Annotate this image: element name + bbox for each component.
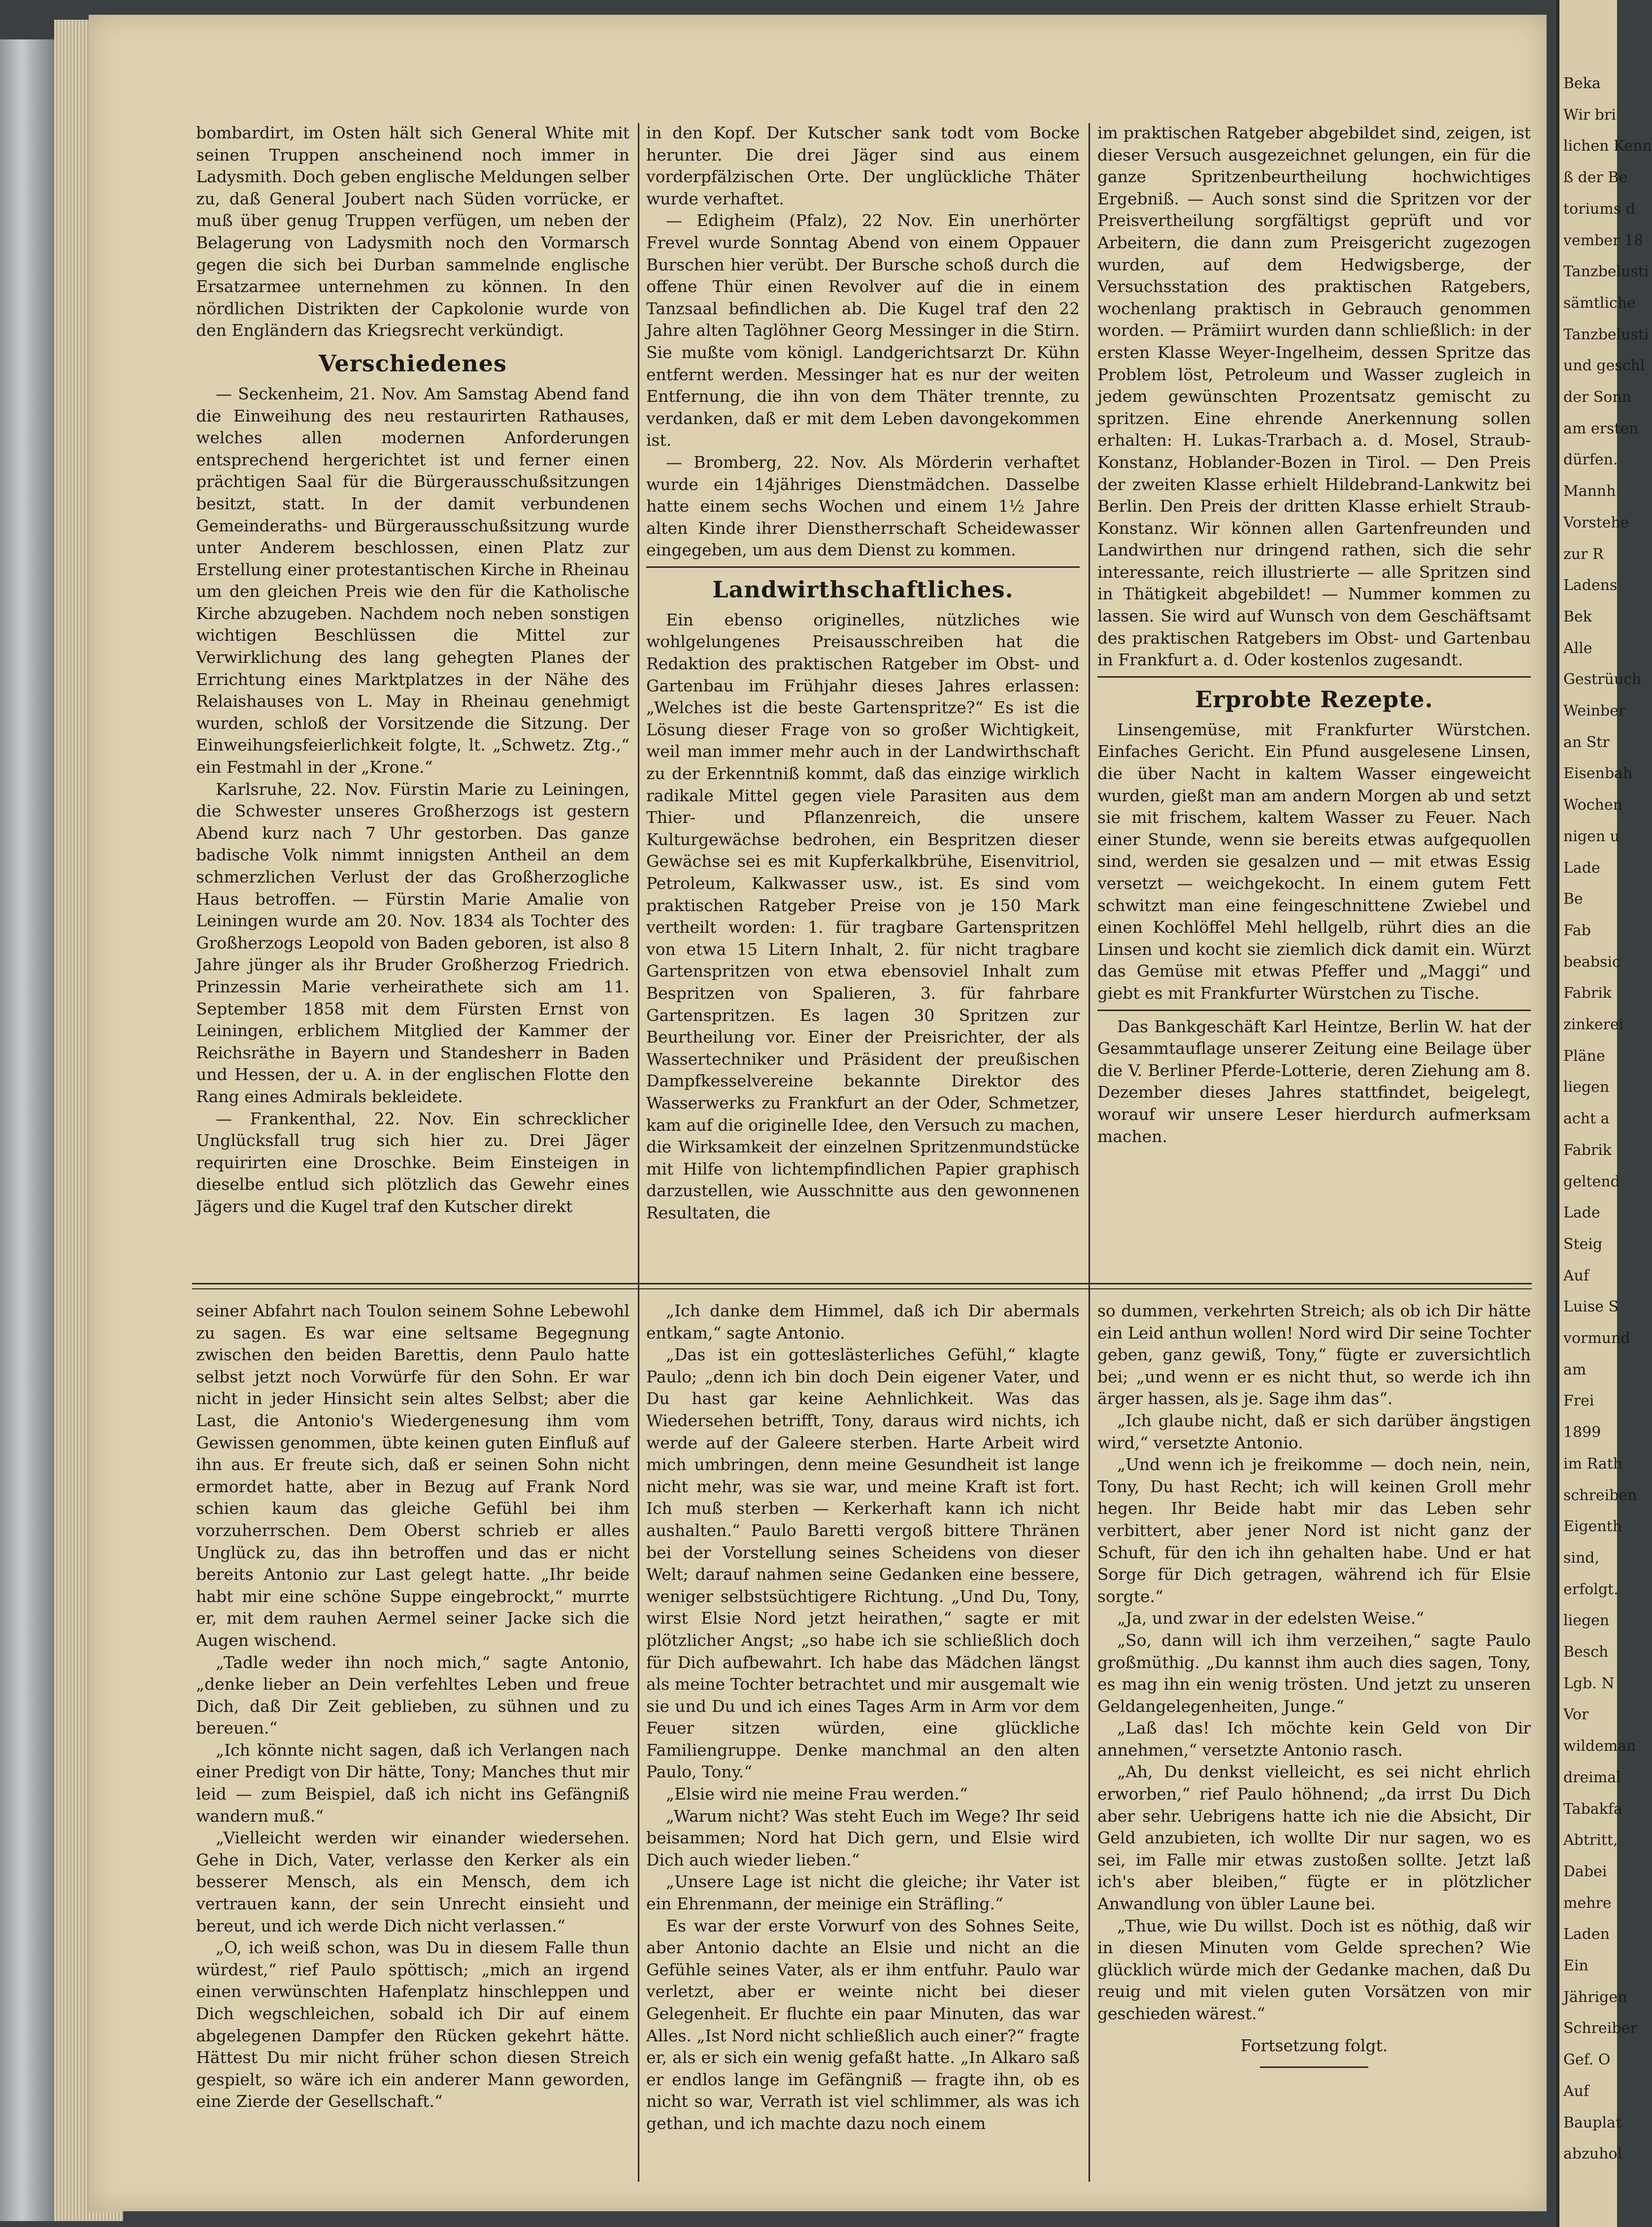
adjacent-page-fragment: Tanzbelusti — [1563, 326, 1649, 343]
novel-paragraph: „Das ist ein gotteslästerliches Gefühl,“ klagte Paulo; „denn ich bin doch Dein eigener Vater, und Du hast gar keine Aehnlichkeit. Was das Wiedersehen betrifft, Tony, daraus wird nichts, ich werde auf der Galeere sterben. Harte Arbeit wird mich umbringen, denn meine Gesundheit ist lange nicht mehr, was sie war, und meine Kraft ist fort. Ich muß sterben — Kerkerhaft kann ich nicht aushalten.“ Paulo Baretti vergoß bittere Thränen bei der Vorstellung seines Scheidens von dieser Welt; darauf nahmen seine Gedanken eine bessere, weniger selbstsüchtigere Richtung. „Und Du, Tony, wirst Elsie Nord jetzt heirathen,“ sagte er mit plötzlicher Angst; „so habe ich sie schließlich doch für Dich aufbewahrt. Ich habe das Mädchen längst als meine Tochter betrachtet und mir ausgemalt wie sie und Du und ich eines Tages Arm in Arm vor dem Feuer sitzen würden, eine glückliche Familiengruppe. Denke manchmal an den alten Paulo, Tony.“ — [646, 1345, 1080, 1782]
adjacent-page-fragment: der Sonn — [1563, 389, 1632, 406]
adjacent-page-fragment: beabsic — [1563, 953, 1620, 971]
adjacent-page-fragment: Bauplat — [1563, 2114, 1621, 2131]
adjacent-page-fragment: liegen — [1563, 1612, 1610, 1630]
adjacent-page-fragment: mehre — [1563, 1894, 1612, 1912]
adjacent-page-fragment: Abtritt, — [1563, 1832, 1618, 1849]
adjacent-page-fragment: Eisenbah — [1563, 765, 1633, 783]
column-rule — [1089, 1295, 1090, 2182]
newspaper-page — [89, 15, 1547, 2211]
adjacent-page-fragment: Beka — [1563, 75, 1601, 92]
novel-paragraph: „Ja, und zwar in der edelsten Weise.“ — [1117, 1608, 1424, 1628]
novel-paragraph: „Elsie wird nie meine Frau werden.“ — [666, 1784, 968, 1804]
adjacent-page-fragment: Steig — [1563, 1235, 1603, 1253]
adjacent-page-fragment: Besch — [1563, 1643, 1609, 1661]
section-heading-landwirthschaftliches: Landwirthschaftliches. — [712, 576, 1014, 603]
adjacent-page-fragment: vember 18 — [1563, 231, 1644, 249]
column-rule — [638, 123, 639, 1300]
lower-column-1 — [196, 1300, 629, 2113]
upper-column-1 — [196, 122, 629, 1218]
upper-column-3 — [1097, 122, 1531, 1147]
novel-paragraph: so dummen, verkehrten Streich; als ob ich Dir hätte ein Leid anthun wollen! Nord wird Dir seine Tochter geben, ganz gewiß, Tony,“ fügte er zuversichtlich bei; „und wenn er es nicht thut, so werde ich ihn ärger hassen, als je. Sage ihm das“. — [1097, 1301, 1531, 1408]
adjacent-page-fragment: 1899 — [1563, 1424, 1601, 1441]
adjacent-page-fragment: am ersten — [1563, 420, 1639, 437]
novel-paragraph: seiner Abfahrt nach Toulon seinem Sohne Lebewohl zu sagen. Es war eine seltsame Begegnung zwischen den beiden Barettis, denn Paulo hatte selbst jetzt noch Vorwürfe für den Sohn. Er war nicht in jeder Hinsicht sein altes Selbst; aber die Last, die Antonio's Wiedergenesung ihm vom Gewissen genommen, übte keinen guten Einfluß auf ihn aus. Er freute sich, daß er seinen Sohn nicht ermordet hatte, aber in Bezug auf Frank Nord schien kaum das gleiche Gefühl bei ihm vorzuherrschen. Dem Oberst schrieb er alles Unglück zu, das ihn betroffen und das er nicht bereits Antonio zur Last gelegt hatte. „Ihr beide habt mir eine schöne Suppe eingebrockt,“ murrte er, mit dem rauhen Aermel seiner Jacke sich die Augen wischend. — [196, 1301, 629, 1650]
adjacent-page-fragment: Tanzbelusti — [1563, 263, 1649, 281]
adjacent-page-fragment: nigen u — [1563, 827, 1620, 845]
adjacent-page-fragment: Ein — [1563, 1957, 1588, 1975]
novel-paragraph: „Vielleicht werden wir einander wiedersehen. Gehe in Dich, Vater, verlasse den Kerker als ein besserer Mensch, als ein Mensch, dem ich vertrauen kann, der sein Unrecht einsieht und bereut, und ich werde Dich nicht verlassen.“ — [196, 1828, 629, 1935]
adjacent-page-fragment: am — [1563, 1361, 1586, 1378]
adjacent-page-fragment: vormund — [1563, 1330, 1630, 1347]
novel-paragraph: „Unsere Lage ist nicht die gleiche; ihr Vater ist ein Ehrenmann, der meinige ein Sträfling.“ — [646, 1872, 1080, 1914]
adjacent-page-fragment: Lade — [1563, 1204, 1600, 1222]
article-bromberg: — Bromberg, 22. Nov. Als Mörderin verhaftet wurde ein 14jähriges Dienstmädchen. Dasselbe hatte einem sechs Wochen und einem 1½ Jahre alten Kinde ihrer Dienstherrschaft Scheidewasser eingegeben, um aus dem Dienst zu kommen. — [646, 452, 1080, 560]
adjacent-page-fragment: toriums d — [1563, 200, 1635, 218]
recipe-linsengemuese: Linsengemüse, mit Frankfurter Würstchen. Einfaches Gericht. Ein Pfund ausgelesene Linsen, die über Nacht in kaltem Wasser eingeweicht wurden, gießt man am andern Morgen ab und setzt sie mit frischem, kaltem Wasser zu Feuer. Nach einer Stunde, wenn sie bereits etwas aufgequollen sind, werden sie gesalzen und — mit etwas Essig versetzt — weichgekocht. In einem gutem Fett schwitzt man eine feingeschnittene Zwiebel und einen Kochlöffel Mehl hellgelb, rührt dies an die Linsen und kocht sie ziemlich dick damit ein. Würzt das Gemüse mit etwas Pfeffer und „Maggi“ und giebt es mit Frankfurter Würstchen zu Tische. — [1097, 720, 1531, 1003]
adjacent-page-fragment: Gef. O — [1563, 2051, 1611, 2069]
book-binding — [0, 39, 54, 2221]
adjacent-page-fragment: Bek — [1563, 608, 1592, 625]
adjacent-page-fragment: Lade — [1563, 859, 1600, 877]
adjacent-page-fragment: Fabrik — [1563, 984, 1612, 1002]
upper-column-2 — [646, 122, 1080, 1224]
section-divider — [1097, 676, 1531, 678]
adjacent-page-fragment: Alle — [1563, 639, 1592, 657]
adjacent-page-fragment: Schreiber — [1563, 2020, 1637, 2037]
article-karlsruhe: Karlsruhe, 22. Nov. Fürstin Marie zu Leiningen, die Schwester unseres Großherzogs ist gestern Abend kurz nach 7 Uhr gestorben. Das ganze badische Volk nimmt innigsten Antheil an dem schmerzlichen Verlust der das Großherzogliche Haus betroffen. — Fürstin Marie Amalie von Leiningen wurde am 20. Nov. 1834 als Tochter des Großherzogs Leopold von Baden geboren, ist also 8 Jahre jünger als ihr Bruder Großherzog Friedrich. Prinzessin Marie verheirathete sich am 11. September 1858 mit dem Fürsten Ernst von Leiningen, erblichem Mitglied der Kammer der Reichsräthe in Bayern und Standesherr in Baden und Hessen, der u. A. in der englischen Flotte den Rang eines Admirals bekleidete. — [196, 779, 629, 1106]
adjacent-page-fragment: Be — [1563, 890, 1583, 908]
adjacent-page-fragment: geltend — [1563, 1173, 1620, 1190]
section-heading-verschiedenes: Verschiedenes — [318, 350, 507, 377]
novel-paragraph: „Ich könnte nicht sagen, daß ich Verlangen nach einer Predigt von Dir hätte, Tony; Manches thut mir leid — zum Beispiel, daß ich nicht ins Gefängniß wandern muß.“ — [196, 1740, 629, 1826]
section-heading-rezepte: Erprobte Rezepte. — [1195, 686, 1433, 713]
column-rule — [638, 1295, 639, 2182]
novel-paragraph: „O, ich weiß schon, was Du in diesem Falle thun würdest,“ rief Paulo spöttisch; „mich an irgend einen verwünschten Hafenplatz hinschleppen und Dich wegschleichen, sobald ich Dir auf einem abgelegenen Dampfer den Rücken gekehrt hätte. Hättest Du mir nicht früher schon diesen Streich gespielt, so wäre ich ein anderer Mann geworden, eine Zierde der Gesellschaft.“ — [196, 1938, 629, 2111]
adjacent-page-fragment: acht a — [1563, 1110, 1610, 1128]
adjacent-page-fragment: und geschl — [1563, 357, 1645, 375]
novel-paragraph: „So, dann will ich ihm verzeihen,“ sagte Paulo großmüthig. „Du kannst ihm auch dies sagen, Tony, es mag ihn ein wenig trösten. Und jetzt zu unseren Geldangelegenheiten, Junge.“ — [1097, 1630, 1531, 1716]
novel-paragraph: „Thue, wie Du willst. Doch ist es nöthig, daß wir in diesen Minuten vom Gelde sprechen? Wie glücklich würde mich der Gedanke machen, daß Du reuig und mit vielen guten Vorsätzen von mir geschieden wärest.“ — [1097, 1916, 1531, 2023]
adjacent-page-fragment: Vorstehe — [1563, 514, 1629, 531]
article-frankenthal: — Frankenthal, 22. Nov. Ein schrecklicher Unglücksfall trug sich hier zu. Drei Jäger requirirten eine Droschke. Beim Einsteigen in dieselbe entlud sich plötzlich das Gewehr eines Jägers und die Kugel traf den Kutscher direkt — [196, 1109, 629, 1216]
adjacent-page-fragment: liegen — [1563, 1079, 1610, 1096]
novel-paragraph: „Laß das! Ich möchte kein Geld von Dir annehmen,“ versetzte Antonio rasch. — [1097, 1718, 1531, 1760]
novel-paragraph: „Ich glaube nicht, daß er sich darüber ängstigen wird,“ versetzte Antonio. — [1097, 1410, 1531, 1452]
novel-paragraph: „Warum nicht? Was steht Euch im Wege? Ihr seid beisammen; Nord hat Dich gern, und Elsie wird Dich auch wieder lieben.“ — [646, 1806, 1080, 1869]
column-rule — [1089, 123, 1090, 1300]
feuilleton-separator — [192, 1283, 1532, 1289]
adjacent-page-fragment: sind, — [1563, 1549, 1600, 1567]
lower-column-2 — [646, 1300, 1080, 2135]
notice-bankgeschaeft: Das Bankgeschäft Karl Heintze, Berlin W. hat der Gesammtauflage unserer Zeitung eine Beilage über die V. Berliner Pferde-Lotterie, deren Ziehung am 8. Dezember dieses Jahres stattfindet, beigelegt, worauf wir unsere Leser hierdurch aufmerksam machen. — [1097, 1016, 1531, 1146]
adjacent-page-fragment: dürfen. — [1563, 451, 1618, 469]
section-divider — [1097, 1010, 1531, 1011]
adjacent-page-fragment: Eigenth — [1563, 1518, 1622, 1536]
adjacent-page-fragment: wildeman — [1563, 1737, 1636, 1755]
adjacent-page-fragment: Tabakfa — [1563, 1800, 1622, 1818]
adjacent-page-fragment: schreiben — [1563, 1486, 1637, 1504]
adjacent-page-fragment: sämtliche — [1563, 294, 1636, 312]
adjacent-page-fragment: Laden — [1563, 1926, 1610, 1943]
article-gartenspritze-cont: im praktischen Ratgeber abgebildet sind, zeigen, ist dieser Versuch ausgezeichnet gelungen, ein für die ganze Spritzenbeurtheilung hochwichtiges Ergebniß. — Auch sonst sind die Spritzen vor der Preisvertheilung sorgfältigst geprüft und vor Arbeitern, die dann zum Preisgericht zugezogen wurden, auf dem Hedwigsberge, der Versuchsstation des praktischen Ratgebers, wochenlang praktisch in Gebrauch genommen worden. — Prämiirt wurden dann schließlich: in der ersten Klasse Weyer-Ingelheim, dessen Spritze das Problem löst, Petroleum und Wasser zugleich in jedem gewünschten Prozentsatz gemischt zu spritzen. Eine ehrende Anerkennung sollen erhalten: H. Lukas-Trarbach a. d. Mosel, Straub-Konstanz, Hoblander-Bozen in Tirol. — Den Preis der zweiten Klasse erhielt Hildebrand-Lankwitz bei Berlin. Den Preis der dritten Klasse erhielt Straub-Konstanz. Wir können allen Gartenfreunden und Landwirthen nur dringend rathen, sich die sehr interessante, reich illustrierte — alle Spritzen sind in Thätigkeit abgebildet! — Nummer kommen zu lassen. Sie wird auf Wunsch von dem Geschäftsamt des praktischen Ratgebers im Obst- und Gartenbau in Frankfurt a. d. Oder kostenlos zugesandt. — [1097, 123, 1531, 670]
article-edigheim: — Edigheim (Pfalz), 22 Nov. Ein unerhörter Frevel wurde Sonntag Abend von einem Oppauer Burschen hier verübt. Der Bursche schoß durch die offene Thür einen Revolver auf die in einem Tanzsaal befindlichen ab. Die Kugel traf den 22 Jahre alten Taglöhner Georg Messinger in die Stirn. Sie mußte vom königl. Landgerichtsarzt Dr. Kühn entfernt werden. Messinger hat es nur der weiten Entfernung, die ihn von dem Thäter trennte, zu verdanken, daß er mit dem Leben davongekommen ist. — [646, 211, 1080, 450]
article-frankenthal-cont: in den Kopf. Der Kutscher sank todt vom Bocke herunter. Die drei Jäger sind aus einem vorderpfälzischen Orte. Der unglückliche Thäter wurde verhaftet. — [646, 123, 1080, 208]
war-report-end: bombardirt, im Osten hält sich General White mit seinen Truppen anscheinend noch immer in Ladysmith. Doch geben englische Meldungen selber zu, daß General Joubert nach Süden vorrücke, er muß über genug Truppen verfügen, um neben der Belagerung von Ladysmith noch den Vormarsch gegen die sich bei Durban sammelnde englische Ersatzarmee unternehmen zu können. In den nördlichen Distrikten der Capkolonie wurde von den Engländern das Kriegsrecht verkündigt. — [196, 123, 629, 340]
adjacent-page-fragment: Ladens — [1563, 577, 1618, 594]
adjacent-page-fragment: zinkerei — [1563, 1016, 1624, 1034]
novel-paragraph: „Ah, Du denkst vielleicht, es sei nicht ehrlich erworben,“ rief Paulo höhnend; „da irrst Du Dich aber sehr. Uebrigens hatte ich nie die Absicht, Dir Geld anzubieten, ich wollte Dir nur sagen, wo es sei, im Falle mir etwas zustoßen sollte. Jetzt laß ich's aber bleiben,“ fügte er in plötzlicher Anwandlung von übler Laune bei. — [1097, 1762, 1531, 1914]
adjacent-page-fragment: im Rath — [1563, 1455, 1623, 1473]
novel-paragraph: „Tadle weder ihn noch mich,“ sagte Antonio, „denke lieber an Dein verfehltes Leben und freue Dich, daß Dir Zeit geblieben, zu sühnen und zu bereuen.“ — [196, 1652, 629, 1738]
adjacent-page-fragment: Wochen — [1563, 796, 1623, 814]
adjacent-page-fragment: an Str — [1563, 733, 1610, 751]
article-seckenheim: — Seckenheim, 21. Nov. Am Samstag Abend fand die Einweihung des neu restaurirten Rathauses, welches allen modernen Anforderungen entsprechend hergerichtet ist und ferner einen prächtigen Saal für die Bürgerausschußsitzungen besitzt, statt. In der damit verbundenen Gemeinderaths- und Bürgerausschußsitzung wurde unter Anderem beschlossen, einen Platz zur Erstellung einer protestantischen Kirche in Rheinau um den gleichen Preis wie den für die Katholische Kirche abzugeben. Nachdem noch neben sonstigen wichtigen Beschlüssen die Mittel zur Verwirklichung des lang gehegten Planes der Errichtung eines Marktplatzes in der Nähe des Relaishauses von L. May in Rheinau genehmigt wurden, schloß der Vorsitzende die Sitzung. Der Einweihungsfeierlichkeit folgte, lt. „Schwetz. Ztg.,“ ein Festmahl in der „Krone.“ — [196, 384, 629, 777]
adjacent-page-fragment: Lgb. N — [1563, 1674, 1615, 1692]
adjacent-page-fragment: Fab — [1563, 921, 1591, 939]
adjacent-page-fragment: zur R — [1563, 545, 1604, 563]
adjacent-page-fragment: Wir bri — [1563, 106, 1616, 124]
section-divider — [646, 566, 1080, 568]
adjacent-page-fragment: lichen Kenn — [1563, 137, 1652, 155]
adjacent-page-fragment: Jährigen — [1563, 1988, 1627, 2006]
lower-column-3 — [1097, 1300, 1531, 2068]
adjacent-page-fragment: Luise S — [1563, 1298, 1619, 1316]
adjacent-page-edge — [1556, 0, 1652, 2227]
adjacent-page-fragment: Auf — [1563, 1267, 1589, 1284]
novel-paragraph: Es war der erste Vorwurf von des Sohnes Seite, aber Antonio dachte an Elsie und nicht an die Gefühle seines Vater, als er ihm entfuhr. Paulo war verletzt, aber er weinte nicht bei dieser Gelegenheit. Er fluchte ein paar Minuten, das war Alles. „Ist Nord nicht schließlich auch einer?“ fragte er, als er sich ein wenig gefaßt hatte. „In Alkaro saß er endlos lange im Gefängniß — fragte ihn, ob es nicht so war, Verrath ist viel schlimmer, als was ich gethan, und ich machte dazu noch einem — [646, 1916, 1080, 2133]
novel-paragraph: „Und wenn ich je freikomme — doch nein, nein, Tony, Du hast Recht; ich will keinen Groll mehr hegen. Ihr Beide habt mir das Leben sehr verbittert, aber jener Nord ist nicht ganz der Schuft, für den ich ihn gehalten habe. Und er hat Sorge für Dich getragen, während ich für Elsie sorgte.“ — [1097, 1455, 1531, 1606]
end-rule — [1260, 2066, 1368, 2068]
novel-paragraph: „Ich danke dem Himmel, daß ich Dir abermals entkam,“ sagte Antonio. — [646, 1301, 1080, 1343]
article-gartenspritze: Ein ebenso originelles, nützliches wie wohlgelungenes Preisausschreiben hat die Redaktion des praktischen Ratgeber im Obst- und Gartenbau im Frühjahr dieses Jahres erlassen: „Welches ist die beste Gartenspritze?“ Es ist die Lösung dieser Frage von so großer Wichtigkeit, weil man immer mehr auch in der Landwirthschaft zu der Erkenntniß kommt, daß das einzige wirklich radikale Mittel gegen viele Parasiten aus dem Thier- und Pflanzenreich, die unsere Kulturgewächse bedrohen, ein Bespritzen dieser Gewächse sei es mit Kupferkalkbrühe, Eisenvitriol, Petroleum, Kalkwasser usw., ist. Es sind vom praktischen Ratgeber Preise von je 150 Mark vertheilt worden: 1. für tragbare Gartenspritzen von etwa 15 Litern Inhalt, 2. für nicht tragbare Gartenspritzen von etwa ebensoviel Inhalt zum Bespritzen von Spalieren, 3. für fahrbare Gartenspritzen. Es lagen 30 Spritzen zur Beurtheilung vor. Einer der Preisrichter, der als Wassertechniker und Präsident der preußischen Dampfkesselvereine bekannte Direktor des Wasserwerks zu Frankfurt an der Oder, Schmetzer, kam auf die originelle Idee, den Versuch zu machen, die Wirksamkeit der einzelnen Spritzenmundstücke mit Hilfe von lichtempfindlichen Papier graphisch darzustellen, wie Ausschnitte aus den gewonnenen Resultaten, die — [646, 610, 1080, 1222]
to-be-continued: Fortsetzung folgt. — [1240, 2035, 1388, 2055]
adjacent-page-fragment: Vor — [1563, 1706, 1589, 1724]
adjacent-page-fragment: Mannh — [1563, 483, 1616, 500]
adjacent-page-fragment: ß der Be — [1563, 169, 1628, 187]
adjacent-page-fragment: Dabei — [1563, 1863, 1607, 1880]
adjacent-page-fragment: Frei — [1563, 1392, 1594, 1410]
adjacent-page-fragment: Fabrik — [1563, 1141, 1612, 1159]
adjacent-page-fragment: Pläne — [1563, 1047, 1605, 1065]
adjacent-page-fragment: abzuhol — [1563, 2145, 1622, 2163]
adjacent-page-fragment: erfolgt. — [1563, 1580, 1619, 1598]
adjacent-page-fragment: Auf — [1563, 2082, 1589, 2100]
adjacent-page-fragment: Gestrüuch — [1563, 671, 1642, 688]
adjacent-page-fragment: Weinber — [1563, 702, 1626, 720]
adjacent-page-fragment: dreimal — [1563, 1768, 1621, 1786]
